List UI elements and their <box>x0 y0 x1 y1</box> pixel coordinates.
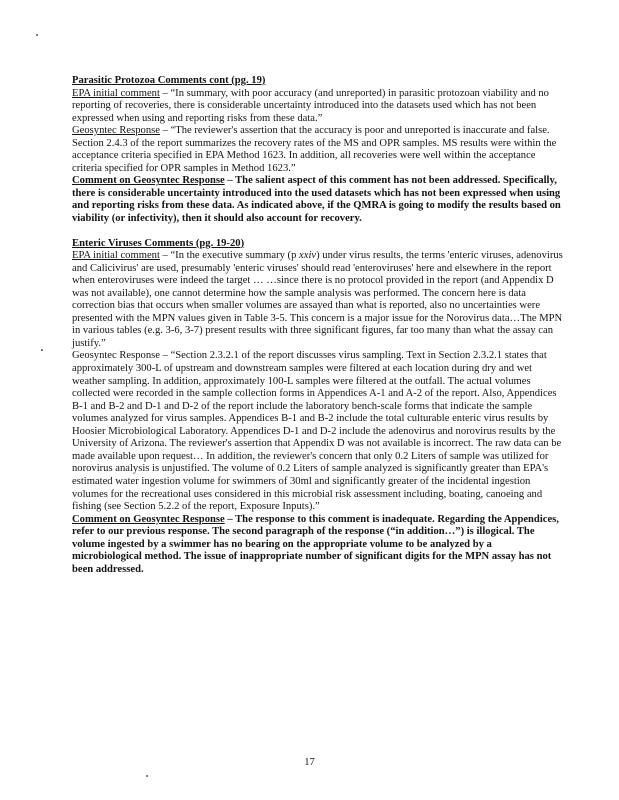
scan-speck <box>41 349 43 351</box>
section-heading-text: Parasitic Protozoa Comments cont (pg. 19) <box>72 75 266 86</box>
comment-on-response-paragraph <box>72 175 564 225</box>
scan-speck <box>146 775 148 777</box>
geosyntec-response-text: – “The reviewer's assertion that the accuracy is poor and unreported is inaccurate and false. Section 2.4.3 of the report summarizes the recovery rates of the MS and OPR samples. MS results were within the acceptance criteria specified in EPA Method 1623. In addition, all recoveries were well within the acceptance criteria specified for OPR samples in Method 1623.” <box>72 125 557 174</box>
geosyntec-response-paragraph <box>72 350 564 513</box>
geosyntec-response-label: Geosyntec Response <box>72 125 160 137</box>
section-heading-text: Enteric Viruses Comments (pg. 19-20) <box>72 237 245 249</box>
epa-comment-label: EPA initial comment <box>72 250 160 262</box>
comment-on-response-label: Comment on Geosyntec Response <box>72 513 225 525</box>
comment-on-response-paragraph <box>72 514 564 577</box>
epa-comment-text: – “In the executive summary (p <box>159 250 300 262</box>
epa-comment-paragraph <box>72 88 564 126</box>
section-heading-parasitic-protozoa <box>72 75 564 88</box>
page-reference: xxiv <box>299 250 317 262</box>
epa-comment-paragraph <box>72 250 564 350</box>
document-body <box>72 75 564 576</box>
section-spacer <box>72 226 564 238</box>
page-number: 17 <box>304 757 315 768</box>
epa-comment-text-cont: ) under virus results, the terms 'enteric viruses, adenovirus and Calicivirus' are used, presumably 'enteric viruses' should read 'enteroviruses' here and elsewhere in the report when enteroviruses were indeed the target … …since there is no protocol provided in the report (and Appendix D was not available), one cannot determine how the sample analysis was performed. The concern here is data correction bias that occurs when smaller volumes are assayed than what is reported, also no uncertainties were presented with the MPN values given in Table 3-5. This concern is a major issue for the Norovirus data…The MPN in various tables (e.g. 3-6, 3-7) present results with three significant figures, far too many than what the assay can justify.” <box>72 250 563 349</box>
comment-on-response-text: – The salient aspect of this comment has not been addressed. Specifically, there is considerable uncertainty introduced into the used datasets which has not been expressed when using and reporting risks from these data. As indicated above, if the QMRA is going to modify the results based on viability (or infectivity), then it should also account for recovery. <box>72 175 561 225</box>
epa-comment-label: EPA initial comment <box>72 87 160 99</box>
geosyntec-response-text: – “Section 2.3.2.1 of the report discusses virus sampling. Text in Section 2.3.2.1 states that approximately 300-L of upstream and downstream samples were filtered at each location during dry and wet weather sampling. In addition, approximately 100-L samples were filtered at the outfall. The actual volumes collected were recorded in the sample collection forms in Appendices A-1 and A-2 of the report. Also, Appendices B-1 and B-2 and D-1 and D-2 of the report include the laboratory bench-scale forms that indicate the sample volumes analyzed for virus samples. Appendices B-1 and B-2 include the total culturable enteric virus results by Hoosier Microbiological Laboratory. Appendices D-1 and D-2 include the adenovirus and norovirus results by the University of Arizona. The reviewer's assertion that Appendix D was not available is incorrect. The raw data can be made available upon request… In addition, the reviewer's concern that only 0.2 Liters of sample was utilized for norovirus analysis is unjustified. The volume of 0.2 Liters of sample analyzed is significantly greater than EPA's estimated water ingestion volume for swimmers of 30ml and significantly greater of the incidental ingestion volumes for the recreational uses considered in this microbial risk assessment including, boating, canoeing and fishing (see Section 5.2.2 of the report, Exposure Inputs).” <box>72 350 562 513</box>
epa-comment-text: – “In summary, with poor accuracy (and unreported) in parasitic protozoan viability and no reporting of recoveries, there is considerable uncertainty introduced into the datasets used which has not been expressed when using and reporting risks from these data.” <box>72 87 549 124</box>
comment-on-response-label: Comment on Geosyntec Response <box>72 175 225 187</box>
scan-speck <box>36 34 38 36</box>
section-heading-enteric-viruses <box>72 238 564 251</box>
geosyntec-response-label: Geosyntec Response <box>72 350 160 362</box>
geosyntec-response-paragraph <box>72 125 564 175</box>
comment-on-response-text: – The response to this comment is inadequate. Regarding the Appendices, refer to our previous response. The second paragraph of the response (“in addition…”) is illogical. The volume ingested by a swimmer has no bearing on the appropriate volume to be analyzed by a microbiological method. The issue of inappropriate number of significant digits for the MPN assay has not been addressed. <box>72 513 559 575</box>
